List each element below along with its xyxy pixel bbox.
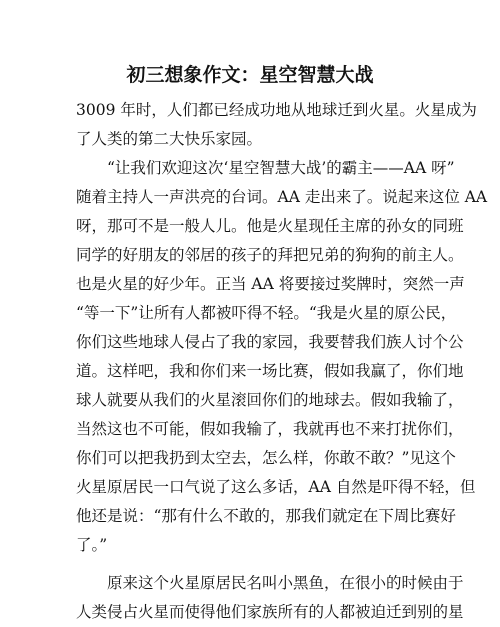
paragraph-2-line-11: 你们可以把我扔到太空去，怎么样，你敢不敢？”见这个 (76, 449, 456, 467)
document-title: 初三想象作文：星空智慧大战 (126, 64, 374, 86)
paragraph-2-line-9: 球人就要从我们的火星滚回你们的地球去。假如我输了， (76, 391, 464, 409)
paragraph-2-line-7: 你们这些地球人侵占了我的家园，我要替我们族人讨个公 (76, 333, 464, 351)
paragraph-3-line-1: 原来这个火星原居民名叫小黑鱼，在很小的时候由于 (107, 574, 464, 592)
paragraph-2-line-13: 他还是说：“那有什么不敢的，那我们就定在下周比赛好 (76, 507, 456, 525)
paragraph-gap (76, 560, 436, 569)
paragraph-2-line-12: 火星原居民一口气说了这么多话，AA 自然是吓得不轻，但 (76, 478, 476, 496)
paragraph-1-line-1: 3009 年时，人们都已经成功地从地球迁到火星。火星成为 (76, 101, 477, 119)
paragraph-2-line-1: “让我们欢迎这次‘星空智慧大战’的霸主——AA 呀” (107, 159, 455, 177)
paragraph-2-line-10: 当然这也不可能，假如我输了，我就再也不来打扰你们， (76, 420, 464, 438)
paragraph-2-line-14: 了。” (76, 536, 108, 554)
paragraph-2-line-5: 也是火星的好少年。正当 AA 将要接过奖牌时，突然一声 (76, 275, 465, 293)
paragraph-2-line-3: 呀，那可不是一般人儿。他是火星现任主席的孙女的同班 (76, 217, 464, 235)
paragraph-2-line-8: 道。这样吧，我和你们来一场比赛，假如我赢了，你们地 (76, 362, 464, 380)
document-body (76, 96, 488, 627)
paragraph-3-line-2: 人类侵占火星而使得他们家族所有的人都被迫迁到别的星 (76, 603, 464, 621)
paragraph-2-line-6: “等一下”让所有人都被吓得不轻。“我是火星的原公民， (76, 304, 457, 322)
paragraph-2-line-2: 随着主持人一声洪亮的台词。AA 走出来了。说起来这位 AA (76, 188, 488, 206)
paragraph-2-line-4: 同学的好朋友的邻居的孩子的拜把兄弟的狗狗的前主人。 (76, 246, 464, 264)
paragraph-1-line-2: 了人类的第二大快乐家园。 (76, 130, 263, 148)
